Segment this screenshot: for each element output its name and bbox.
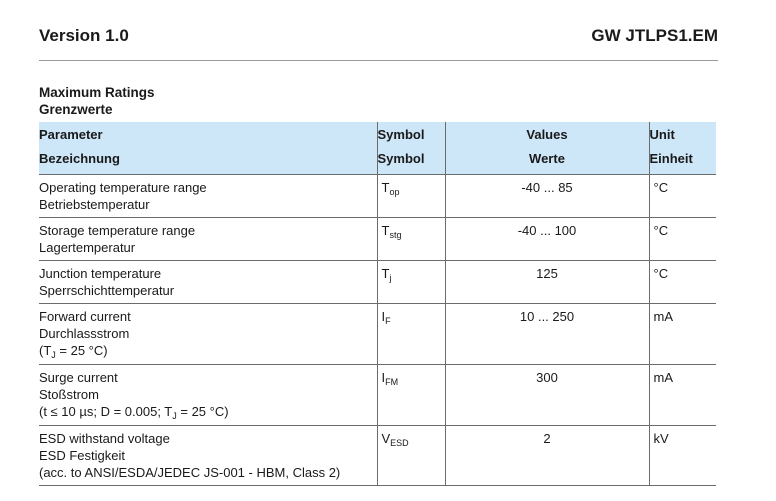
table-row bbox=[39, 426, 716, 486]
value-cell: 10 ... 250 bbox=[445, 304, 649, 365]
symbol-subscript: op bbox=[389, 187, 400, 197]
table-row bbox=[39, 304, 716, 365]
unit-cell: °C bbox=[649, 218, 716, 261]
section-title bbox=[39, 84, 155, 118]
maximum-ratings-table bbox=[39, 122, 716, 486]
value-cell: 2 bbox=[445, 426, 649, 486]
parameter-en: Forward current bbox=[39, 309, 131, 324]
value-cell: -40 ... 100 bbox=[445, 218, 649, 261]
parameter-en: Junction temperature bbox=[39, 266, 162, 281]
symbol-cell bbox=[377, 175, 445, 218]
unit-cell: °C bbox=[649, 175, 716, 218]
parameter-de: ESD Festigkeit bbox=[39, 448, 125, 463]
symbol-subscript: stg bbox=[389, 230, 402, 240]
condition-post: = 25 °C) bbox=[55, 343, 108, 358]
table-row bbox=[39, 365, 716, 426]
symbol-subscript: FM bbox=[385, 377, 399, 387]
parameter-cell bbox=[39, 175, 377, 218]
parameter-en: Operating temperature range bbox=[39, 180, 207, 195]
header-symbol: Symbol bbox=[377, 122, 445, 148]
table-header-row-de bbox=[39, 148, 716, 175]
header-werte: Werte bbox=[445, 148, 649, 175]
parameter-de: Lagertemperatur bbox=[39, 240, 136, 255]
symbol-main: I bbox=[381, 309, 386, 324]
table-row bbox=[39, 175, 716, 218]
section-title-de: Grenzwerte bbox=[39, 102, 113, 117]
parameter-en: Storage temperature range bbox=[39, 223, 196, 238]
header-parameter: Parameter bbox=[39, 122, 377, 148]
condition-pre: (t ≤ 10 µs; D = 0.005; T bbox=[39, 404, 173, 419]
version-label: Version 1.0 bbox=[39, 26, 129, 45]
symbol-cell bbox=[377, 218, 445, 261]
parameter-cell bbox=[39, 261, 377, 304]
header-symbol-de: Symbol bbox=[377, 148, 445, 175]
parameter-condition bbox=[39, 403, 377, 425]
header-values: Values bbox=[445, 122, 649, 148]
unit-cell: mA bbox=[649, 304, 716, 365]
unit-cell: mA bbox=[649, 365, 716, 426]
symbol-subscript: F bbox=[385, 316, 391, 326]
parameter-condition bbox=[39, 342, 377, 364]
symbol-cell bbox=[377, 261, 445, 304]
value-cell: 125 bbox=[445, 261, 649, 304]
value-cell: 300 bbox=[445, 365, 649, 426]
table-row bbox=[39, 218, 716, 261]
header-bezeichnung: Bezeichnung bbox=[39, 148, 377, 175]
header-unit: Unit bbox=[649, 122, 716, 148]
parameter-cell bbox=[39, 218, 377, 261]
value-cell: -40 ... 85 bbox=[445, 175, 649, 218]
condition-subscript: J bbox=[172, 411, 177, 421]
symbol-main: T bbox=[381, 180, 390, 195]
parameter-de: Stoßstrom bbox=[39, 387, 99, 402]
parameter-condition: (acc. to ANSI/ESDA/JEDEC JS-001 - HBM, Class 2) bbox=[39, 465, 341, 480]
table-row bbox=[39, 261, 716, 304]
symbol-main: T bbox=[381, 223, 390, 238]
part-number: GW JTLPS1.EM bbox=[591, 26, 718, 45]
parameter-cell bbox=[39, 365, 377, 426]
condition-post: = 25 °C) bbox=[176, 404, 229, 419]
symbol-main: T bbox=[381, 266, 390, 281]
unit-cell: kV bbox=[649, 426, 716, 486]
symbol-cell bbox=[377, 365, 445, 426]
condition-pre: (T bbox=[39, 343, 52, 358]
page-header bbox=[39, 26, 718, 48]
condition-subscript: J bbox=[51, 350, 56, 360]
parameter-en: Surge current bbox=[39, 370, 118, 385]
parameter-en: ESD withstand voltage bbox=[39, 431, 170, 446]
symbol-cell bbox=[377, 304, 445, 365]
symbol-main: V bbox=[381, 431, 391, 446]
table-header-row bbox=[39, 122, 716, 148]
header-einheit: Einheit bbox=[649, 148, 716, 175]
header-divider bbox=[39, 60, 718, 61]
symbol-cell bbox=[377, 426, 445, 486]
symbol-main: I bbox=[381, 370, 386, 385]
symbol-subscript: ESD bbox=[390, 438, 409, 448]
parameter-cell bbox=[39, 426, 377, 486]
parameter-de: Sperrschichttemperatur bbox=[39, 283, 175, 298]
parameter-de: Betriebstemperatur bbox=[39, 197, 150, 212]
section-title-en: Maximum Ratings bbox=[39, 85, 155, 100]
unit-cell: °C bbox=[649, 261, 716, 304]
symbol-subscript: j bbox=[389, 273, 392, 283]
parameter-de: Durchlassstrom bbox=[39, 326, 130, 341]
parameter-cell bbox=[39, 304, 377, 365]
